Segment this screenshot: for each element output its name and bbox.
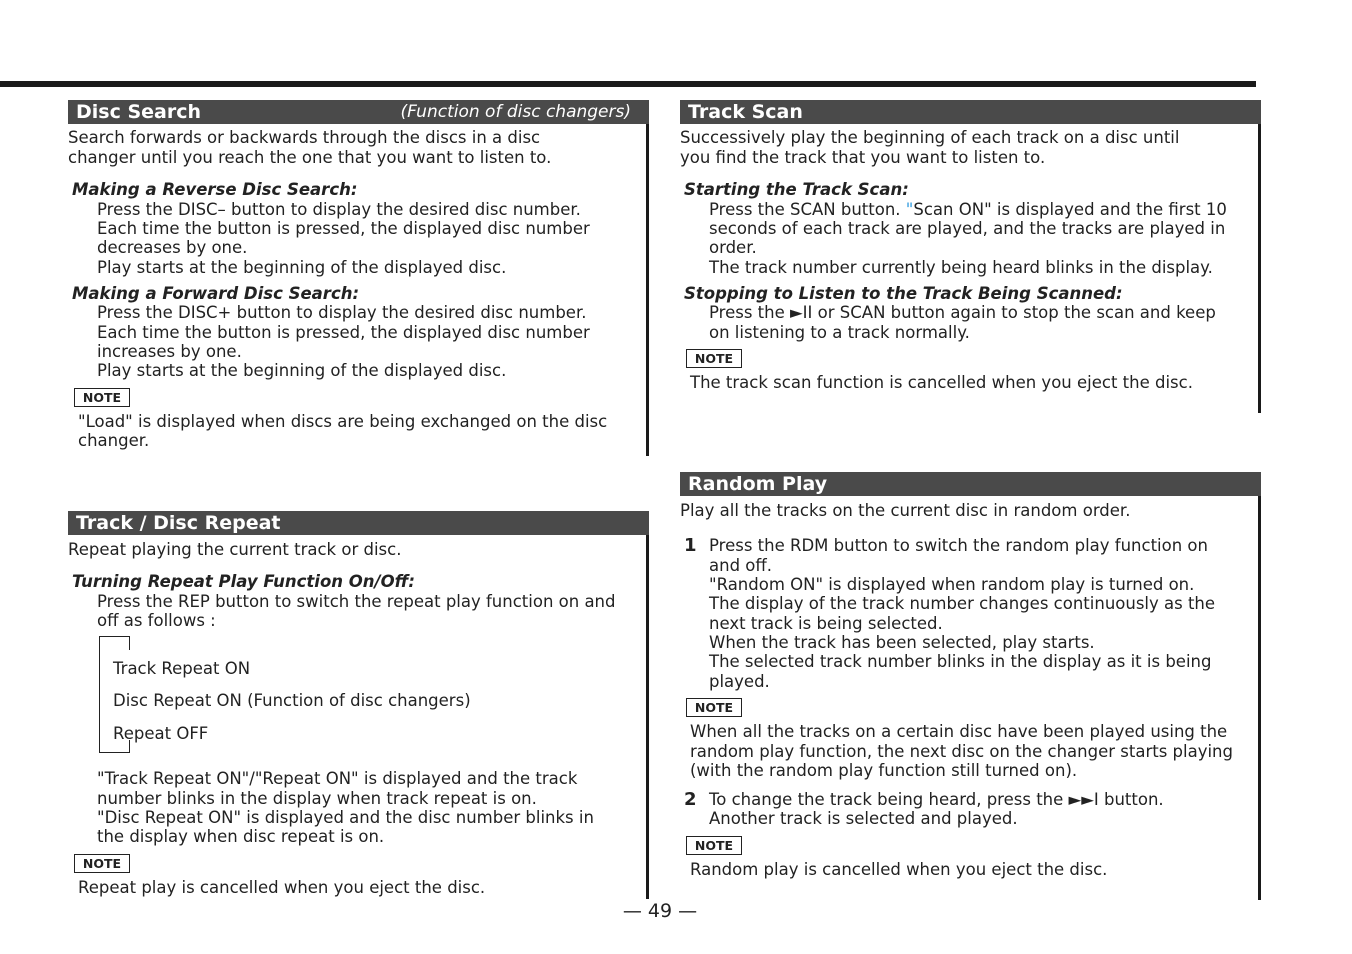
random-play-title: Random Play: [688, 473, 828, 495]
forward-line-3: increases by one.: [97, 342, 242, 361]
step-2-number: 2: [684, 789, 697, 810]
page-number: — 49 —: [622, 900, 698, 922]
repeat-line-1: Press the REP button to switch the repeat play function on and: [97, 592, 616, 611]
cycle-item-1: Track Repeat ON: [113, 659, 251, 678]
cycle-bracket: [99, 636, 100, 753]
right-column-rule-lower: [1258, 472, 1261, 900]
scan-stop-heading: Stopping to Listen to the Track Being Scanned:: [684, 284, 1123, 303]
track-scan-header: [680, 100, 1261, 124]
cycle-bracket-bottom: [99, 752, 130, 753]
random-step1-2: and off.: [709, 556, 772, 575]
scan-stop-line-1: Press the ►II or SCAN button again to stop the scan and keep: [709, 303, 1216, 322]
forward-search-heading: Making a Forward Disc Search:: [72, 284, 360, 303]
random-note1-1: When all the tracks on a certain disc have been played using the: [690, 722, 1228, 741]
track-scan-intro-1: Successively play the beginning of each track on a disc until: [680, 128, 1180, 147]
random-step2-1: To change the track being heard, press the ►►I button.: [709, 790, 1164, 809]
scan-stop-line-2: on listening to a track normally.: [709, 323, 970, 342]
repeat-after-4: the display when disc repeat is on.: [97, 827, 385, 846]
random-step1-6: When the track has been selected, play starts.: [709, 633, 1095, 652]
reverse-line-4: Play starts at the beginning of the displayed disc.: [97, 258, 507, 277]
random-step1-8: played.: [709, 672, 770, 691]
reverse-line-3: decreases by one.: [97, 238, 248, 257]
scan-start-heading: Starting the Track Scan:: [684, 180, 909, 199]
right-column-rule: [1258, 100, 1261, 413]
disc-search-note-1: "Load" is displayed when discs are being exchanged on the disc: [78, 412, 608, 431]
random-note2: Random play is cancelled when you eject the disc.: [690, 860, 1108, 879]
disc-search-intro-2: changer until you reach the one that you want to listen to.: [68, 148, 552, 167]
forward-line-4: Play starts at the beginning of the displayed disc.: [97, 361, 507, 380]
scan-start-line-2: seconds of each track are played, and the tracks are played in: [709, 219, 1226, 238]
repeat-after-2: number blinks in the display when track repeat is on.: [97, 789, 537, 808]
disc-search-intro-1: Search forwards or backwards through the discs in a disc: [68, 128, 541, 147]
disc-search-note-2: changer.: [78, 431, 150, 450]
disc-search-subtitle: (Function of disc changers): [400, 102, 631, 122]
repeat-after-3: "Disc Repeat ON" is displayed and the disc number blinks in: [97, 808, 594, 827]
top-rule: [0, 81, 1256, 87]
cycle-item-3: Repeat OFF: [113, 724, 209, 743]
disc-search-note-label: NOTE: [74, 388, 130, 407]
forward-line-2: Each time the button is pressed, the displayed disc number: [97, 323, 590, 342]
scan-note-label: NOTE: [686, 349, 742, 368]
random-step1-3: "Random ON" is displayed when random play is turned on.: [709, 575, 1195, 594]
track-repeat-intro: Repeat playing the current track or disc.: [68, 540, 402, 559]
cycle-bracket-top: [99, 636, 130, 637]
random-step1-5: next track is being selected.: [709, 614, 943, 633]
random-note1-3: (with the random play function still turned on).: [690, 761, 1078, 780]
cycle-item-2: Disc Repeat ON (Function of disc changers): [113, 691, 471, 710]
reverse-line-2: Each time the button is pressed, the displayed disc number: [97, 219, 590, 238]
scan-start-line-4: The track number currently being heard blinks in the display.: [709, 258, 1213, 277]
random-step1-4: The display of the track number changes continuously as the: [709, 594, 1216, 613]
random-step1-7: The selected track number blinks in the display as it is being: [709, 652, 1212, 671]
random-note1-label: NOTE: [686, 698, 742, 717]
repeat-note-label: NOTE: [74, 854, 130, 873]
random-step1-1: Press the RDM button to switch the random play function on: [709, 536, 1208, 555]
reverse-line-1: Press the DISC– button to display the desired disc number.: [97, 200, 581, 219]
random-step2-2: Another track is selected and played.: [709, 809, 1018, 828]
cycle-bracket-top-drop: [129, 636, 130, 650]
random-note1-2: random play function, the next disc on the changer starts playing: [690, 742, 1233, 761]
track-repeat-header: [68, 511, 649, 535]
random-intro: Play all the tracks on the current disc in random order.: [680, 501, 1131, 520]
scan-note: The track scan function is cancelled when you eject the disc.: [690, 373, 1193, 392]
repeat-note: Repeat play is cancelled when you eject the disc.: [78, 878, 486, 897]
repeat-line-2: off as follows :: [97, 611, 216, 630]
track-scan-title: Track Scan: [688, 101, 803, 123]
repeat-heading: Turning Repeat Play Function On/Off:: [72, 572, 415, 591]
disc-search-title: Disc Search: [76, 101, 202, 123]
track-scan-intro-2: you find the track that you want to listen to.: [680, 148, 1046, 167]
scan-start-quote: ": [905, 200, 914, 219]
scan-start-line-1b: Scan ON" is displayed and the first 10: [913, 200, 1227, 219]
scan-start-line-1: [709, 200, 1227, 219]
track-repeat-title: Track / Disc Repeat: [76, 512, 281, 534]
scan-start-line-3: order.: [709, 238, 757, 257]
random-play-header: [680, 472, 1261, 496]
left-column-rule-lower: [646, 511, 649, 899]
left-column-rule: [646, 100, 649, 456]
step-1-number: 1: [684, 535, 697, 556]
random-note2-label: NOTE: [686, 836, 742, 855]
repeat-after-1: "Track Repeat ON"/"Repeat ON" is displayed and the track: [97, 769, 578, 788]
scan-start-line-1a: Press the SCAN button.: [709, 200, 906, 219]
reverse-search-heading: Making a Reverse Disc Search:: [72, 180, 358, 199]
forward-line-1: Press the DISC+ button to display the desired disc number.: [97, 303, 587, 322]
disc-search-header: [68, 100, 649, 124]
